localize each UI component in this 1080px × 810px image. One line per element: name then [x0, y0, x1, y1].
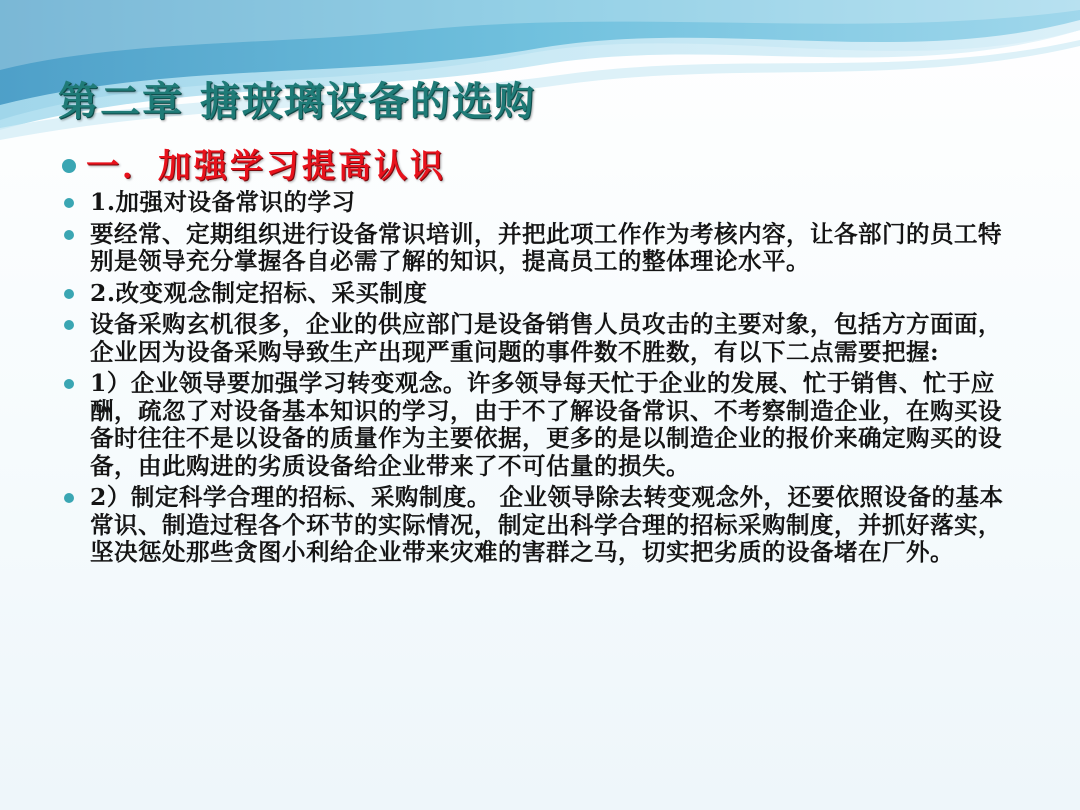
- bullet-icon: [64, 493, 74, 503]
- bullet-icon: [62, 159, 76, 173]
- bullet-list: [62, 189, 1022, 571]
- bullet-icon: [64, 198, 74, 208]
- bullet-icon: [64, 289, 74, 299]
- bullet-icon: [64, 320, 74, 330]
- list-item: [62, 221, 1022, 276]
- list-item: [62, 484, 1022, 567]
- list-item: [62, 280, 1022, 308]
- list-item-text: 要经常、定期组织进行设备常识培训，并把此项工作作为考核内容，让各部门的员工特别是领导充分掌握各自必需了解的知识，提高员工的整体理论水平。: [90, 219, 1002, 275]
- list-item-text: 2.改变观念制定招标、采买制度: [90, 278, 428, 307]
- section-heading-text: 一．加强学习提高认识: [86, 146, 446, 185]
- slide-title: 第二章 搪玻璃设备的选购: [58, 78, 536, 125]
- bullet-icon: [64, 379, 74, 389]
- list-item-text: 2）制定科学合理的招标、采购制度。 企业领导除去转变观念外，还要依照设备的基本常识、制造过程各个环节的实际情况，制定出科学合理的招标采购制度，并抓好落实，坚决惩处那些贪图小利给企业带来灾难的害群之马，切实把劣质的设备堵在厂外。: [90, 483, 1004, 566]
- list-item-text: 设备采购玄机很多，企业的供应部门是设备销售人员攻击的主要对象，包括方方面面，企业因为设备采购导致生产出现严重问题的事件数不胜数，有以下二点需要把握:: [90, 310, 1002, 366]
- list-item-text: 1.加强对设备常识的学习: [90, 188, 356, 216]
- list-item-text: 1）企业领导要加强学习转变观念。许多领导每天忙于企业的发展、忙于销售、忙于应酬，疏忽了对设备基本知识的学习，由于不了解设备常识、不考察制造企业，在购买设备时往往不是以设备的质量作为主要依据，更多的是以制造企业的报价来确定购买的设备，由此购进的劣质设备给企业带来了不可估量的损失。: [90, 369, 1002, 480]
- list-item: [62, 370, 1022, 480]
- section-heading: [62, 140, 446, 187]
- list-item: [62, 189, 1022, 217]
- bullet-icon: [64, 230, 74, 240]
- list-item: [62, 311, 1022, 366]
